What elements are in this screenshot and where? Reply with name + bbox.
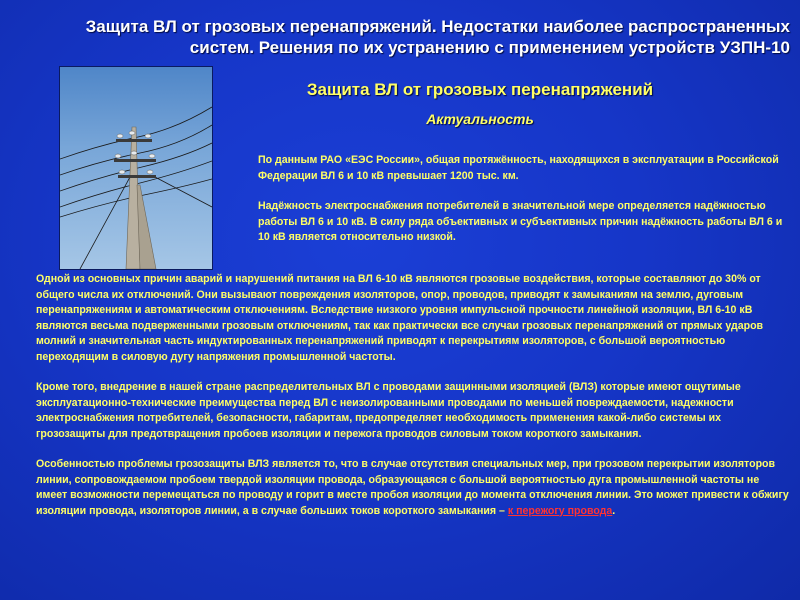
intro-paragraph-1: По данным РАО «ЕЭС России», общая протяжённость, находящихся в эксплуатации в Российской Федерации ВЛ 6 и 10 кВ превышает 1200 тыс. км. xyxy=(258,154,779,182)
intro-paragraph-2: Надёжность электроснабжения потребителей в значительной мере определяется надёжностью работы ВЛ 6 и 10 кВ. В силу ряда объективных и субъективных причин надёжность работы ВЛ 6 и 10 кВ является относительно низкой. xyxy=(258,200,783,244)
intro-text-block xyxy=(258,153,790,261)
body-paragraph-3-highlight: к пережогу провода xyxy=(507,504,613,517)
slide-title-line-1: Защита ВЛ от грозовых перенапряжений. Недостатки наиболее распространенных xyxy=(85,17,790,36)
body-paragraph-1: Одной из основных причин аварий и нарушений питания на ВЛ 6-10 кВ являются грозовые воздействия, которые составляют до 30% от общего числа их отключений. Они вызывают повреждения изоляторов, опор, проводов, приводят к замыканиям на землю, дуговым перенапряжениям и автоматическим отключениям. Вследствие низкого уровня импульсной прочности линейной изоляции, ВЛ 6-10 кВ являются весьма подверженными грозовым отключениям, так как практически все случаи грозовых перенапряжений от прямых ударов молний и значительная часть индуктированных перенапряжений приводят к перекрытиям изоляторов, с большой вероятностью переходящим в силовую дугу напряжения промышленной частоты. xyxy=(36,273,764,363)
section-heading: Защита ВЛ от грозовых перенапряжений xyxy=(306,80,654,99)
power-line-photo xyxy=(59,66,213,270)
body-paragraph-3-end: . xyxy=(612,504,616,517)
body-paragraph-2: Кроме того, внедрение в нашей стране распределительных ВЛ с проводами защинными изоляцией (ВЛЗ) которые имеют ощутимые эксплуатационно-технические преимущества перед ВЛ с неизолированными проводами по меньшей повреждаемости, надежности электроснабжения потребителей, безопасности, габаритам, предопределяет необходимость применения какой-либо системы их грозозащиты для предотвращения пробоев изоляции и пережога проводов силовым током короткого замыкания. xyxy=(36,381,741,440)
slide-title-line-2: систем. Решения по их устранению с применением устройств УЗПН-10 xyxy=(189,38,790,57)
body-text-block xyxy=(36,272,791,534)
body-paragraph-3 xyxy=(36,457,791,519)
slide-title xyxy=(40,16,790,58)
power-pole-illustration xyxy=(60,67,212,269)
body-paragraph-3-text: Особенностью проблемы грозозащиты ВЛЗ является то, что в случае отсутствия специальных мер, при грозовом перекрытии изоляторов линии, сопровождаемом пробоем твердой изоляции провода, образующаяся с большой вероятностью дуга промышленной частоты не имеет возможности перемещаться по проводу и горит в месте пробоя изоляции до момента отключения линии. Это может привести к обжигу изоляции провода, изоляторов линии, а в случае больших токов короткого замыкания – xyxy=(36,458,789,517)
subheading-relevance: Актуальность xyxy=(426,111,534,127)
